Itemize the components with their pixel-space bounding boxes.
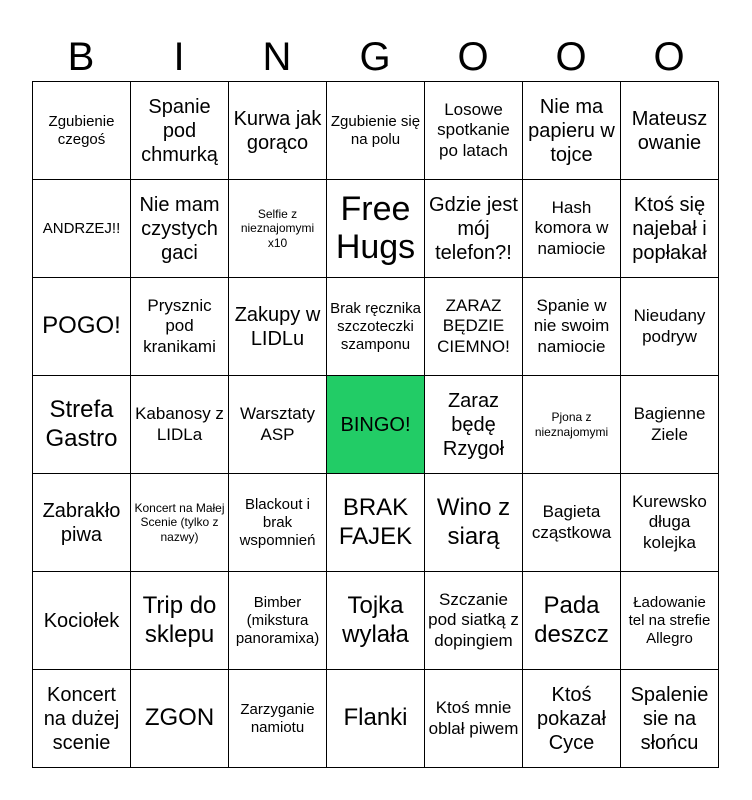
bingo-cell[interactable]: Ktoś się najebał i popłakał <box>621 180 719 278</box>
bingo-cell[interactable]: Bimber (mikstura panoramixa) <box>229 572 327 670</box>
bingo-cell[interactable]: Zakupy w LIDLu <box>229 278 327 376</box>
bingo-cell[interactable]: Hash komora w namiocie <box>523 180 621 278</box>
bingo-cell[interactable]: Strefa Gastro <box>33 376 131 474</box>
bingo-cell[interactable]: Spalenie sie na słońcu <box>621 670 719 768</box>
bingo-cell[interactable]: Mateusz owanie <box>621 82 719 180</box>
bingo-cell[interactable]: Spanie w nie swoim namiocie <box>523 278 621 376</box>
bingo-cell[interactable]: Zaraz będę Rzygoł <box>425 376 523 474</box>
bingo-cell[interactable]: Zgubienie się na polu <box>327 82 425 180</box>
header-letter-o1: O <box>457 35 489 79</box>
bingo-cell[interactable]: Brak ręcznika szczoteczki szamponu <box>327 278 425 376</box>
bingo-cell[interactable]: Kurwa jak gorąco <box>229 82 327 180</box>
bingo-cell[interactable]: Zgubienie czegoś <box>33 82 131 180</box>
header-letter-b: B <box>67 35 95 79</box>
bingo-cell[interactable]: Tojka wylała <box>327 572 425 670</box>
board-row <box>33 572 719 670</box>
bingo-cell[interactable]: Zabrakło piwa <box>33 474 131 572</box>
bingo-cell[interactable]: BRAK FAJEK <box>327 474 425 572</box>
bingo-cell[interactable]: Nie ma papieru w tojce <box>523 82 621 180</box>
bingo-cell[interactable]: Pjona z nieznajomymi <box>523 376 621 474</box>
header-letter-o2: O <box>555 35 587 79</box>
bingo-cell[interactable]: Szczanie pod siatką z dopingiem <box>425 572 523 670</box>
bingo-cell[interactable]: Ktoś mnie oblał piwem <box>425 670 523 768</box>
bingo-cell[interactable]: Flanki <box>327 670 425 768</box>
header-letter-i: I <box>173 35 185 79</box>
bingo-cell[interactable]: Selfie z nieznajomymi x10 <box>229 180 327 278</box>
board-row <box>33 82 719 180</box>
bingo-cell[interactable]: Free Hugs <box>327 180 425 278</box>
bingo-cell[interactable]: Ładowanie tel na strefie Allegro <box>621 572 719 670</box>
bingo-board <box>32 81 719 768</box>
bingo-cell[interactable]: Koncert na Małej Scenie (tylko z nazwy) <box>131 474 229 572</box>
bingo-cell[interactable]: Koncert na dużej scenie <box>33 670 131 768</box>
bingo-cell[interactable]: Bagienne Ziele <box>621 376 719 474</box>
bingo-cell[interactable]: Zarzyganie namiotu <box>229 670 327 768</box>
bingo-cell[interactable]: POGO! <box>33 278 131 376</box>
bingo-cell[interactable]: Blackout i brak wspomnień <box>229 474 327 572</box>
bingo-cell[interactable]: Bagieta cząstkowa <box>523 474 621 572</box>
board-row <box>33 278 719 376</box>
board-row <box>33 474 719 572</box>
bingo-cell[interactable]: Trip do sklepu <box>131 572 229 670</box>
header-letter-n: N <box>262 35 292 79</box>
bingo-header <box>32 32 718 82</box>
bingo-cell[interactable]: Losowe spotkanie po latach <box>425 82 523 180</box>
free-space-cell[interactable]: BINGO! <box>327 376 425 474</box>
bingo-cell[interactable]: ZGON <box>131 670 229 768</box>
header-letter-g: G <box>359 35 391 79</box>
bingo-cell[interactable]: Wino z siarą <box>425 474 523 572</box>
bingo-cell[interactable]: Ktoś pokazał Cyce <box>523 670 621 768</box>
bingo-cell[interactable]: Kociołek <box>33 572 131 670</box>
bingo-cell[interactable]: Pada deszcz <box>523 572 621 670</box>
bingo-cell[interactable]: Nie mam czystych gaci <box>131 180 229 278</box>
bingo-cell[interactable]: Kabanosy z LIDLa <box>131 376 229 474</box>
bingo-cell[interactable]: Nieudany podryw <box>621 278 719 376</box>
header-letter-o3: O <box>653 35 685 79</box>
bingo-cell[interactable]: Gdzie jest mój telefon?! <box>425 180 523 278</box>
board-row <box>33 376 719 474</box>
bingo-cell[interactable]: Prysznic pod kranikami <box>131 278 229 376</box>
bingo-cell[interactable]: ANDRZEJ!! <box>33 180 131 278</box>
bingo-cell[interactable]: Spanie pod chmurką <box>131 82 229 180</box>
bingo-cell[interactable]: ZARAZ BĘDZIE CIEMNO! <box>425 278 523 376</box>
board-row <box>33 670 719 768</box>
bingo-cell[interactable]: Kurewsko długa kolejka <box>621 474 719 572</box>
bingo-cell[interactable]: Warsztaty ASP <box>229 376 327 474</box>
board-row <box>33 180 719 278</box>
